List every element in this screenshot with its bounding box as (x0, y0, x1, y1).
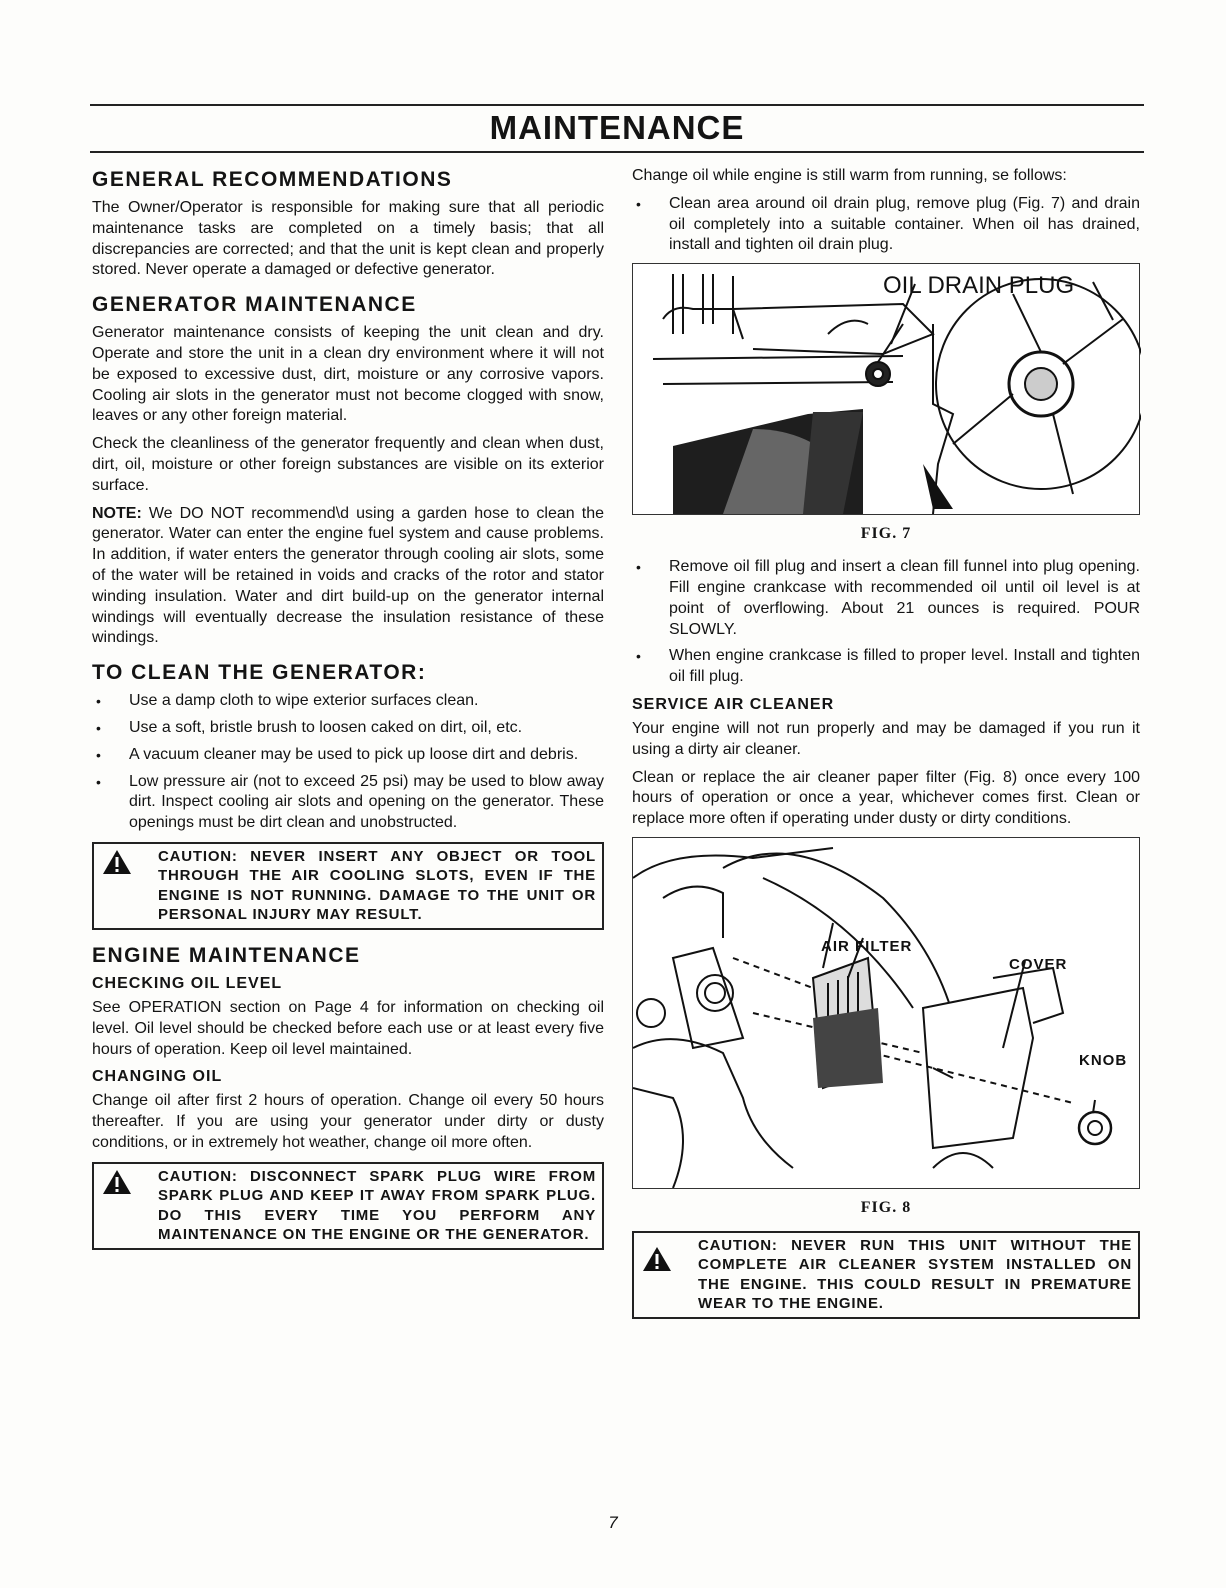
caution-text: CAUTION: DISCONNECT SPARK PLUG WIRE FROM SPARK PLUG AND KEEP IT AWAY FROM SPARK PLUG. DO THIS EVERY TIME YOU PERFORM ANY MAINTENANCE ON THE ENGINE OR THE GENERATOR. (158, 1167, 596, 1244)
note-text: We DO NOT recommend\d using a garden hose to clean the generator. Water can enter the engine fuel system and cause problems. In addition, if water enters the generator through cooling air slots, some of the water will be retained in voids and cracks of the rotor and stator winding insulation. Water and dirt build-up on the generator internal windings will eventually decrease the insulation resistance of these windings. (92, 504, 604, 647)
changing-oil-paragraph: Change oil after first 2 hours of operation. Change oil every 50 hours thereafter. If you are using your generator under dirty or dusty conditions, or in extremely hot weather, change oil more often. (92, 1092, 604, 1151)
engine-heading: ENGINE MAINTENANCE (92, 943, 361, 967)
list-item: • Clean area around oil drain plug, remove plug (Fig. 7) and drain oil completely into a suitable container. When oil has drained, install and tighten oil drain plug. (632, 194, 1140, 256)
figure-7-oil-drain (632, 263, 1140, 515)
caution-text: CAUTION: NEVER INSERT ANY OBJECT OR TOOL THROUGH THE AIR COOLING SLOTS, EVEN IF THE ENGINE IS NOT RUNNING. DAMAGE TO THE UNIT OR PERSONAL INJURY MAY RESULT. (158, 847, 596, 924)
clean-heading: TO CLEAN THE GENERATOR: (92, 661, 427, 685)
caution-text: CAUTION: NEVER RUN THIS UNIT WITHOUT THE COMPLETE AIR CLEANER SYSTEM INSTALLED ON THE ENGINE. THIS COULD RESULT IN PREMATURE WEAR TO THE ENGINE. (698, 1236, 1132, 1313)
air-cleaner-paragraph-1: Your engine will not run properly and may be damaged if you run it using a dirty air cleaner. (632, 719, 1140, 758)
clean-list (92, 691, 604, 834)
oil-drain-illustration (633, 264, 1141, 514)
warning-triangle-icon (102, 847, 158, 880)
figure-8-air-cleaner (632, 837, 1140, 1189)
left-column (92, 166, 604, 1264)
caution-box-spark-plug (92, 1162, 604, 1250)
list-item: • Low pressure air (not to exceed 25 psi) may be used to blow away dirt. Inspect cooling air slots and opening on the generator. These openings must be dirt clean and unobstructed. (92, 772, 604, 834)
air-cleaner-heading: SERVICE AIR CLEANER (632, 695, 835, 713)
changing-oil-subheading: CHANGING OIL (92, 1068, 223, 1086)
right-column (632, 166, 1140, 1333)
knob-label: KNOB (1079, 1051, 1128, 1069)
oil-fill-list (632, 557, 1140, 688)
header-rule-top (90, 104, 1144, 106)
page-title: MAINTENANCE (489, 109, 745, 146)
oil-change-intro: Change oil while engine is still warm from running, se follows: (632, 167, 1067, 184)
warning-triangle-icon (642, 1236, 698, 1277)
warning-triangle-icon (102, 1167, 158, 1200)
list-item: • Remove oil fill plug and insert a clean fill funnel into plug opening. Fill engine crankcase with recommended oil until oil level is at point of overflowing. About 21 ounces is required. POUR SLOWLY. (632, 557, 1140, 640)
list-item: • When engine crankcase is filled to proper level. Install and tighten oil fill plug. (632, 646, 1140, 688)
list-item: • Use a soft, bristle brush to loosen caked on dirt, oil, etc. (92, 718, 604, 739)
caution-box-air-cleaner (632, 1231, 1140, 1319)
generator-paragraph-1: Generator maintenance consists of keeping the unit clean and dry. Operate and store the unit in a clean dry environment where it will not be exposed to excessive dust, dirt, moisture or any corrosive vapors. Cooling air slots in the generator must not become clogged with snow, leaves or any other foreign material. (92, 324, 604, 425)
general-paragraph: The Owner/Operator is responsible for making sure that all periodic maintenance tasks are completed on a timely basis; that all discrepancies are corrected; and that the unit is kept clean and properly stored. Never operate a damaged or defective generator. (92, 199, 604, 279)
oil-drain-list (632, 194, 1140, 256)
page-number: 7 (608, 1513, 618, 1532)
air-cleaner-paragraph-2: Clean or replace the air cleaner paper filter (Fig. 8) once every 100 hours of operation or once a year, whichever comes first. Clean or replace more often if operating under dusty or dirty conditions. (632, 768, 1140, 828)
checking-oil-subheading: CHECKING OIL LEVEL (92, 974, 283, 992)
cover-label: COVER (1009, 955, 1068, 973)
generator-heading: GENERATOR MAINTENANCE (92, 293, 417, 317)
list-item: • A vacuum cleaner may be used to pick up loose dirt and debris. (92, 745, 604, 766)
header-rule-bottom (90, 151, 1144, 153)
air-cleaner-illustration (633, 838, 1141, 1188)
figure-7-caption: FIG. 7 (860, 525, 912, 543)
generator-paragraph-2: Check the cleanliness of the generator frequently and clean when dust, dirt, oil, moisture or other foreign substances are visible on its exterior surface. (92, 435, 604, 494)
caution-box-cooling-slots (92, 842, 604, 930)
note-label: NOTE: (92, 504, 142, 522)
general-heading: GENERAL RECOMMENDATIONS (92, 168, 453, 191)
figure-8-caption: FIG. 8 (860, 1198, 912, 1216)
oil-drain-plug-label: OIL DRAIN PLUG (883, 272, 1075, 300)
checking-oil-paragraph: See OPERATION section on Page 4 for information on checking oil level. Oil level should be checked before each use or at least every five hours of operation. Keep oil level maintained. (92, 998, 604, 1058)
generator-note (92, 504, 604, 650)
list-item: • Use a damp cloth to wipe exterior surfaces clean. (92, 691, 604, 712)
air-filter-label: AIR FILTER (821, 937, 913, 955)
